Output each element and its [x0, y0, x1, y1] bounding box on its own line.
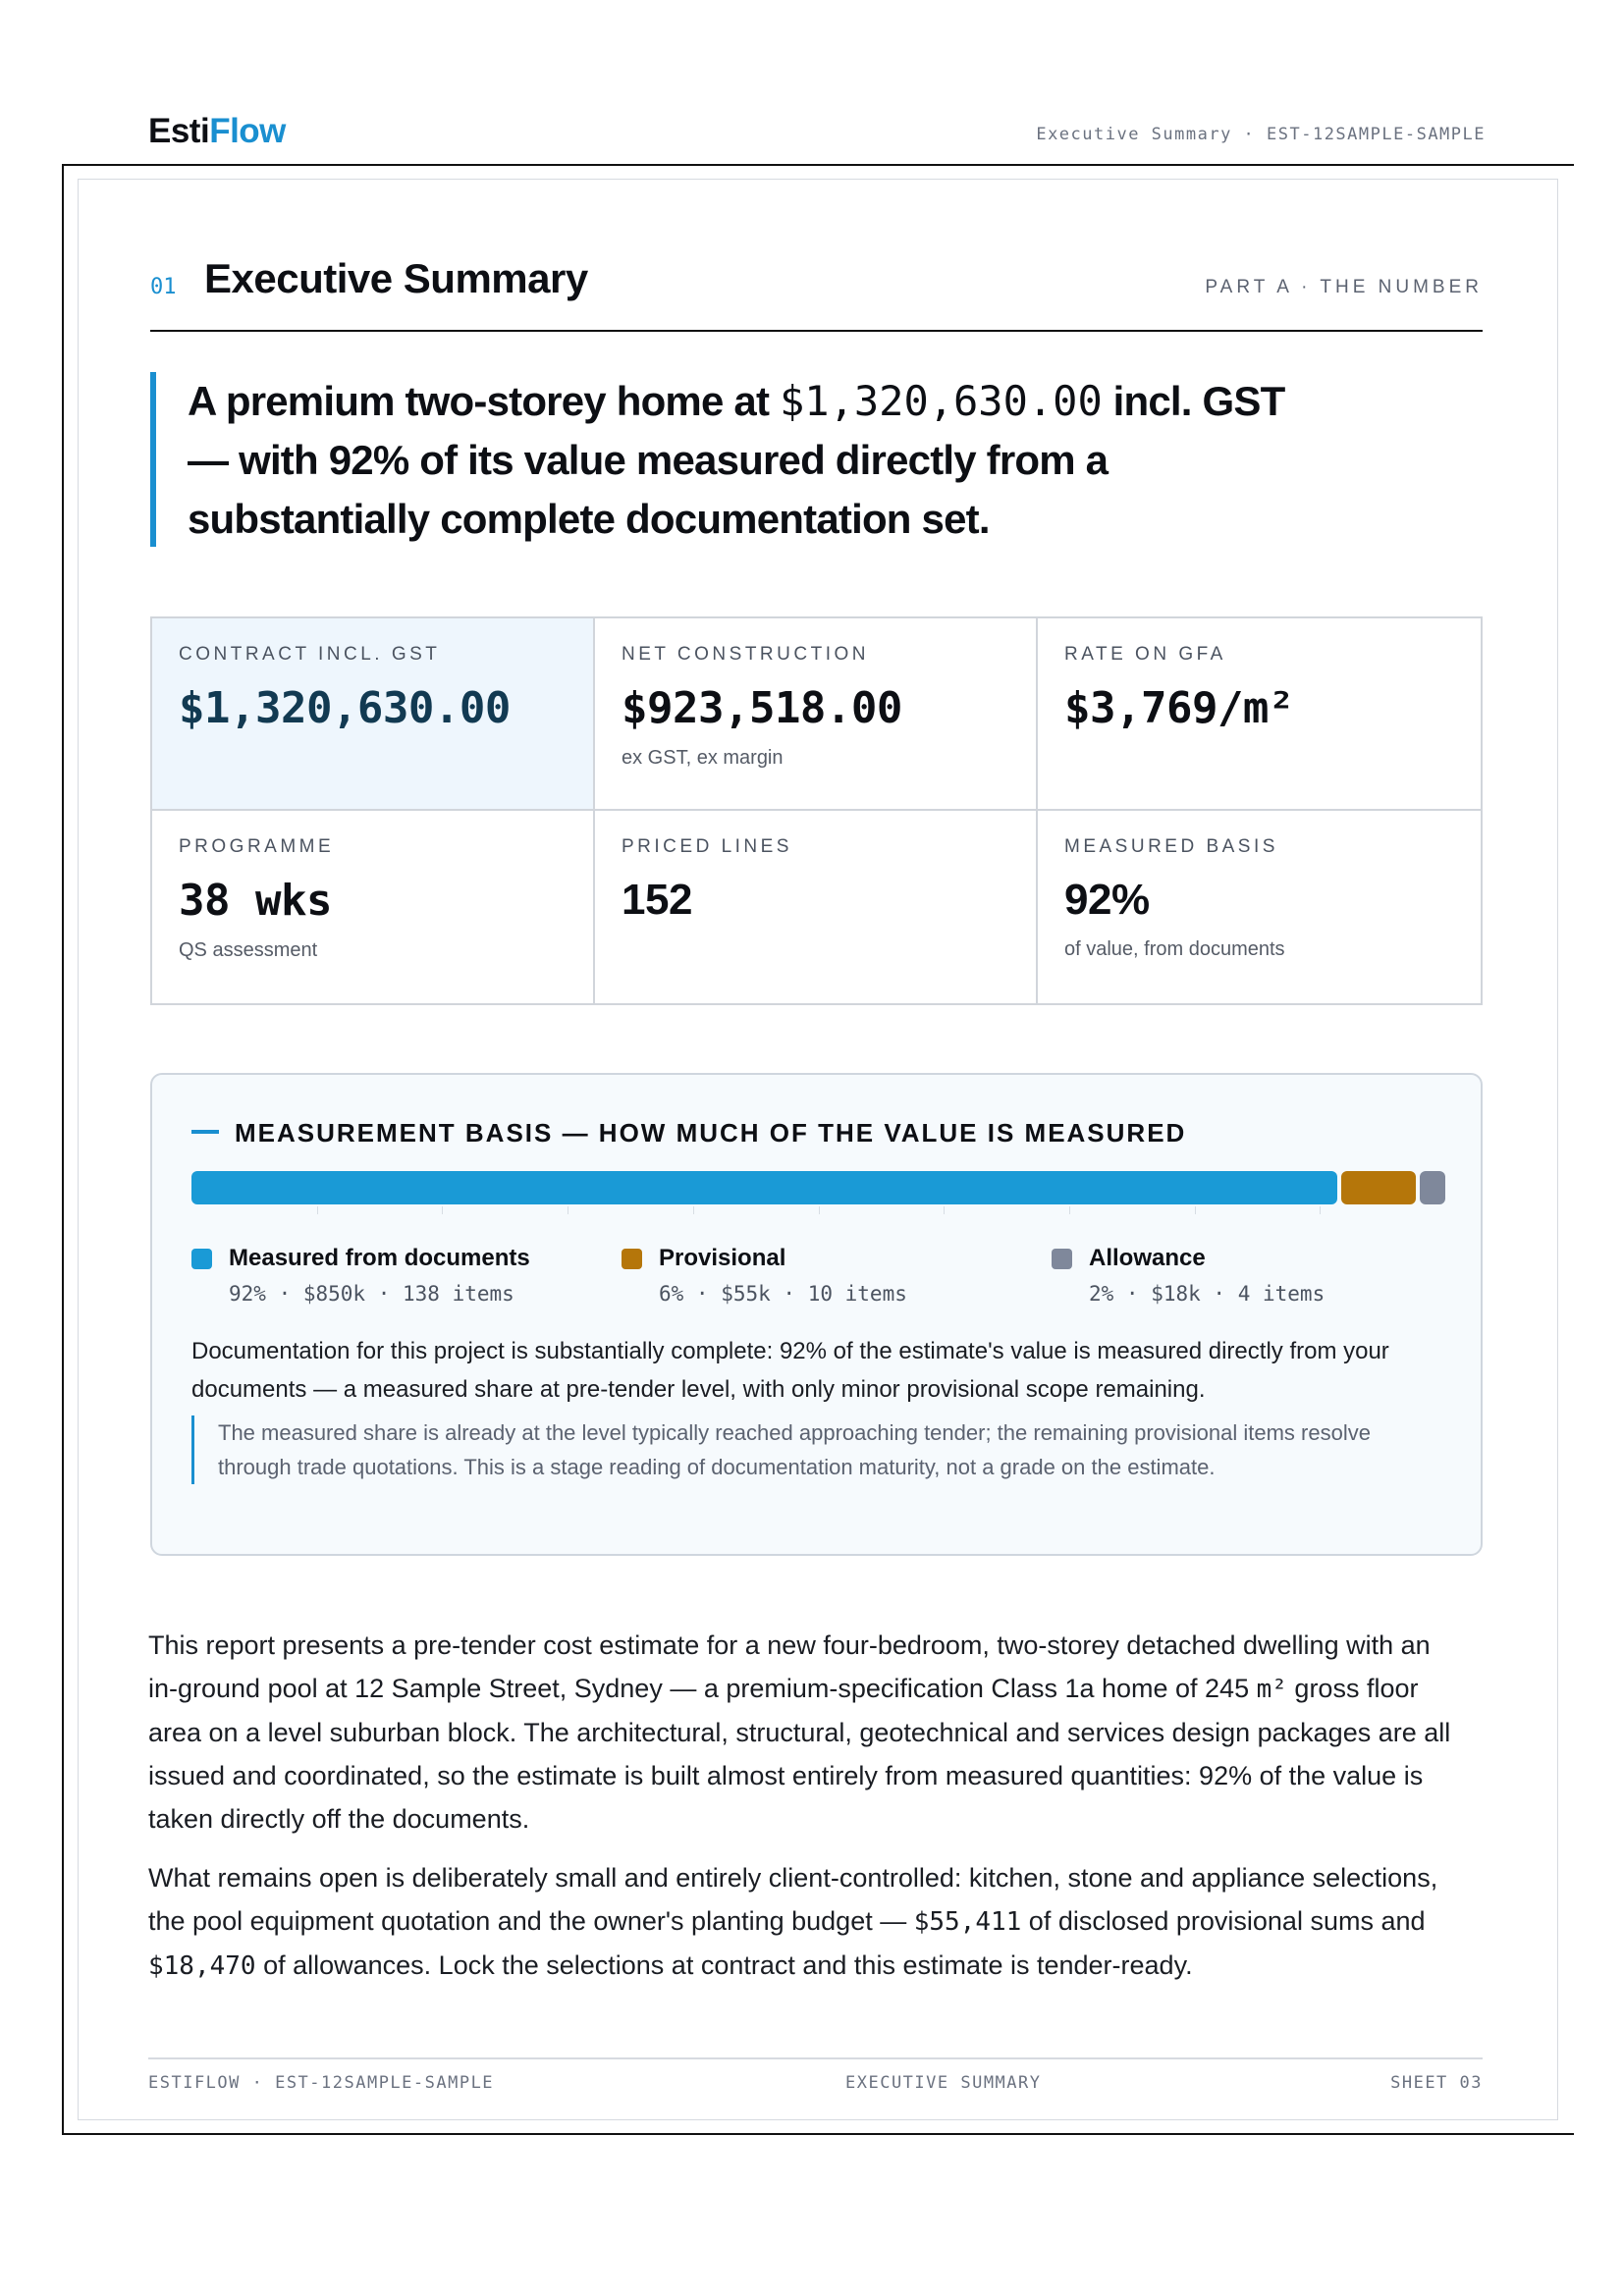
headline-text-start: A premium two-storey home at [188, 378, 781, 424]
metric-priced-lines [595, 811, 1038, 1003]
metric-value: 38 wks [179, 876, 332, 926]
bar-tick [1320, 1206, 1321, 1214]
para1-unit: m² [1256, 1675, 1287, 1704]
header-meta: Executive Summary · EST-12SAMPLE-SAMPLE [1036, 125, 1486, 144]
legend-label: Measured from documents [229, 1245, 530, 1271]
measurement-basis-panel [150, 1073, 1483, 1556]
logo-text-flow: Flow [209, 112, 286, 150]
bar-segment-provisional [1341, 1171, 1416, 1204]
metric-value: 92% [1064, 876, 1150, 924]
metric-label: NET CONSTRUCTION [622, 644, 869, 665]
metric-rate-gfa [1038, 618, 1481, 811]
bar-tick [944, 1206, 945, 1214]
legend-label: Provisional [659, 1245, 786, 1271]
para2-text-a: What remains open is deliberately small and entirely client-controlled: kitchen, stone and appliance selections, the pool equipment quotation and the owner's planting budget — [148, 1863, 1438, 1936]
para2-text-c: of allowances. Lock the selections at contract and this estimate is tender-ready. [255, 1950, 1193, 1980]
legend-meta: 2% · $18k · 4 items [1089, 1282, 1325, 1306]
legend-swatch-provisional [622, 1249, 642, 1269]
legend-meta: 92% · $850k · 138 items [229, 1282, 514, 1306]
basis-title-text: MEASUREMENT BASIS — HOW MUCH OF THE VALUE IS MEASURED [235, 1118, 1187, 1148]
bar-tick [693, 1206, 694, 1214]
footer-left: ESTIFLOW · EST-12SAMPLE-SAMPLE [148, 2073, 495, 2093]
bar-tick [819, 1206, 820, 1214]
title-dash [191, 1130, 219, 1134]
bar-segment-allowance [1420, 1171, 1445, 1204]
metric-label: PRICED LINES [622, 836, 792, 857]
para2-text-b: of disclosed provisional sums and [1021, 1906, 1426, 1936]
metric-sub: QS assessment [179, 939, 318, 961]
metric-label: CONTRACT INCL. GST [179, 644, 441, 665]
bar-segment-measured [191, 1171, 1337, 1204]
logo-text-esti: Esti [148, 112, 210, 150]
metric-value: 152 [622, 876, 692, 924]
metric-sub: of value, from documents [1064, 938, 1285, 960]
metric-programme [152, 811, 595, 1003]
bar-tick [1195, 1206, 1196, 1214]
bar-ticks [191, 1206, 1445, 1214]
para2-allowance-amount: $18,470 [148, 1951, 256, 1981]
metric-measured-basis [1038, 811, 1481, 1003]
footer-center: EXECUTIVE SUMMARY [845, 2073, 1042, 2093]
metric-net-construction [595, 618, 1038, 811]
brand-logo [148, 112, 286, 151]
legend-label: Allowance [1089, 1245, 1206, 1271]
metric-label: RATE ON GFA [1064, 644, 1226, 665]
bar-tick [442, 1206, 443, 1214]
headline-callout [150, 372, 1328, 547]
basis-note: The measured share is already at the level typically reached approaching tender; the remaining provisional items resolve through trade quotations. This is a stage reading of documentation maturity, not a grade on the estimate. [191, 1415, 1429, 1484]
body-paragraph-2 [148, 1856, 1454, 1988]
para1-text-b: gross floor area on a level suburban block. The architectural, structural, geotechnical and services design packages are all issued and coordinated, so the estimate is built almost entirely from measured quantities: 92% of the value is taken directly off the documents. [148, 1674, 1451, 1834]
body-paragraph-1 [148, 1624, 1454, 1841]
section-header [150, 253, 1483, 332]
metric-value: $1,320,630.00 [179, 683, 511, 733]
basis-title [191, 1118, 1186, 1148]
metric-label: PROGRAMME [179, 836, 335, 857]
section-number: 01 [150, 275, 177, 299]
legend-swatch-allowance [1052, 1249, 1072, 1269]
headline-text-end: incl. GST — with 92% of its value measured directly from a substantially complete documentation set. [188, 378, 1285, 542]
headline-amount: $1,320,630.00 [780, 377, 1103, 425]
bar-tick [1069, 1206, 1070, 1214]
para2-provisional-amount: $55,411 [913, 1907, 1022, 1937]
metric-value: $923,518.00 [622, 683, 902, 733]
metric-contract [152, 618, 595, 811]
page-footer [148, 2057, 1483, 2093]
metric-label: MEASURED BASIS [1064, 836, 1278, 857]
metric-value: $3,769/m² [1064, 683, 1294, 733]
bar-tick [317, 1206, 318, 1214]
section-title: Executive Summary [204, 255, 588, 301]
metric-sub: ex GST, ex margin [622, 747, 784, 769]
metrics-grid [150, 616, 1483, 1005]
footer-right: SHEET 03 [1390, 2073, 1483, 2093]
legend-swatch-measured [191, 1249, 212, 1269]
measurement-stacked-bar [191, 1171, 1445, 1204]
para1-text-a: This report presents a pre-tender cost estimate for a new four-bedroom, two-storey detached dwelling with an in-ground pool at 12 Sample Street, Sydney — a premium-specification Class 1a home of 245 [148, 1630, 1431, 1703]
legend-meta: 6% · $55k · 10 items [659, 1282, 907, 1306]
basis-description: Documentation for this project is substantially complete: 92% of the estimate's value is measured directly from your documents — a measured share at pre-tender level, with only minor provisional scope remaining. [191, 1338, 1389, 1403]
section-part-label: PART A · THE NUMBER [1205, 277, 1483, 297]
